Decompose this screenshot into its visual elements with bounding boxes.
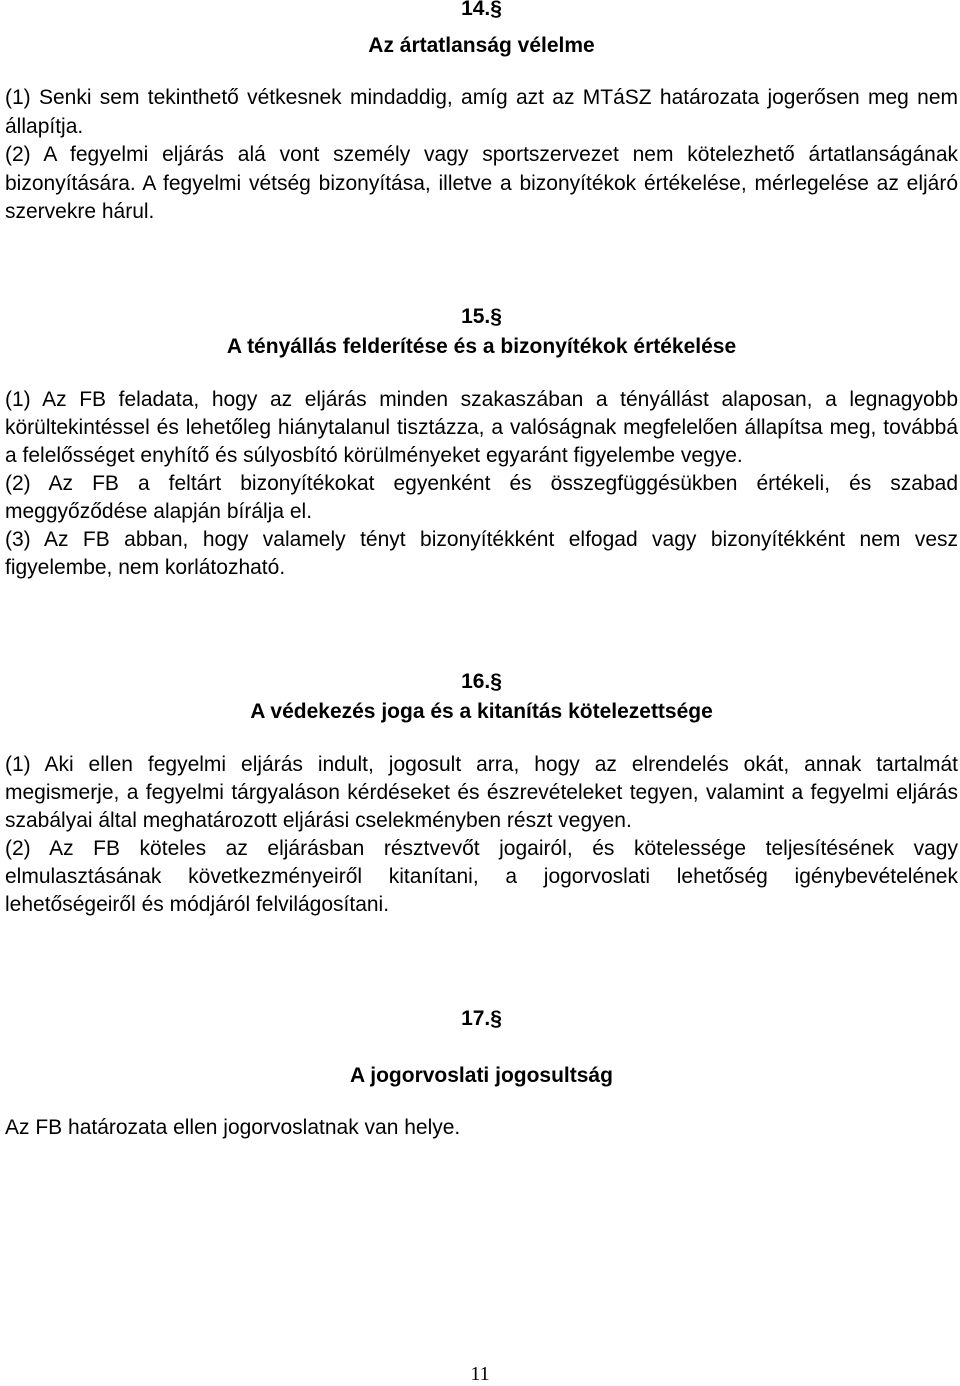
paragraph: Az FB határozata ellen jogorvoslatnak van helye.	[5, 1116, 461, 1139]
section-14	[5, 0, 958, 227]
section-number: 16.§	[461, 670, 502, 693]
section-number: 15.§	[461, 305, 502, 328]
section-title: A jogorvoslati jogosultság	[350, 1064, 613, 1087]
section-16	[5, 669, 958, 919]
section-number: 14.§	[461, 0, 502, 20]
paragraph: (1) Aki ellen fegyelmi eljárás indult, jogosult arra, hogy az elrendelés okát, annak tartalmát megismerje, a fegyelmi tárgyaláson kérdéseket és észrevételeket tegyen, valamint a fegyelmi eljárás szabályai által meghatározott eljárási cselekményben részt vegyen.	[5, 753, 958, 832]
section-number: 17.§	[461, 1007, 502, 1030]
paragraph: (2) A fegyelmi eljárás alá vont személy vagy sportszervezet nem kötelezhető ártatlanságának bizonyítására. A fegyelmi vétség bizonyítása, illetve a bizonyítékok értékelése, mérlegelése az eljáró szervekre hárul.	[5, 143, 958, 223]
paragraph: (1) Senki sem tekinthető vétkesnek mindaddig, amíg azt az MTáSZ határozata jogerősen meg nem állapítja.	[5, 86, 958, 138]
section-title: Az ártatlanság vélelme	[368, 34, 595, 57]
page-number: 11	[470, 1363, 490, 1385]
paragraph: (2) Az FB köteles az eljárásban résztvevőt jogairól, és kötelessége teljesítésének vagy elmulasztásának következményeiről kitanítani, a jogorvoslati lehetőség igénybevételének lehetőségeiről és módjáról felvilágosítani.	[5, 837, 958, 916]
section-title: A védekezés joga és a kitanítás kötelezettsége	[250, 700, 713, 723]
paragraph: (2) Az FB a feltárt bizonyítékokat egyenként és összegfüggésükben értékeli, és szabad meggyőződése alapján bírálja el.	[5, 472, 958, 523]
section-17	[5, 1006, 958, 1142]
paragraph: (1) Az FB feladata, hogy az eljárás minden szakaszában a tényállást alaposan, a legnagyobb körültekintéssel és lehetőleg hiánytalanul tisztázza, a valóságnak megfelelően állapítsa meg, továbbá a felelősséget enyhítő és súlyosbító körülményeket egyaránt figyelembe vegye.	[5, 388, 958, 467]
section-title: A tényállás felderítése és a bizonyítékok értékelése	[226, 335, 737, 358]
paragraph: (3) Az FB abban, hogy valamely tényt bizonyítékként elfogad vagy bizonyítékként nem vesz figyelembe, nem korlátozható.	[5, 528, 958, 579]
section-15	[5, 304, 958, 582]
